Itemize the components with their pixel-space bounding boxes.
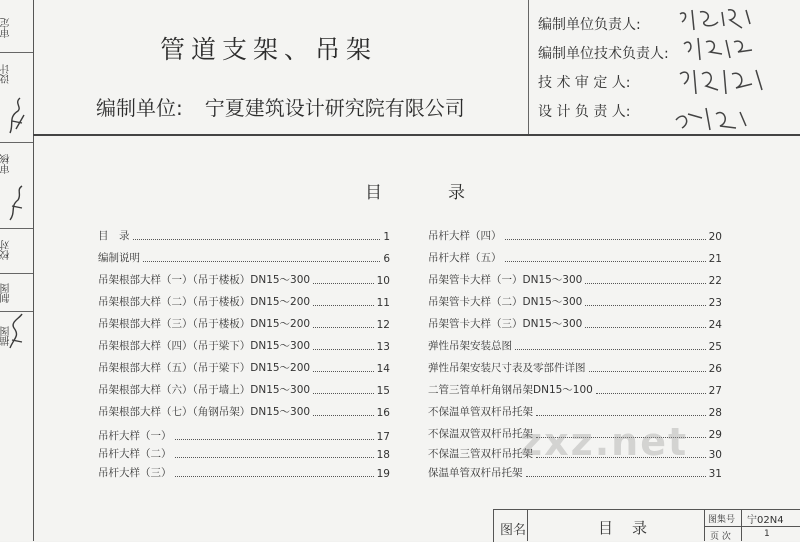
title-block-divider: [741, 509, 742, 541]
toc-entry-page: 22: [708, 275, 722, 287]
toc-entry-title: 二管三管单杆角钢吊架DN15～100: [428, 384, 593, 396]
toc-entry-page: 20: [708, 231, 722, 243]
toc-leader-dots: [313, 370, 374, 372]
toc-entry-title: 不保温三管双杆吊托架: [428, 448, 533, 460]
toc-entry-page: 14: [376, 363, 390, 375]
toc-entry-title: 吊杆大样（四）: [428, 230, 502, 242]
toc-entry-page: 21: [708, 253, 722, 265]
signoff-tech-head: 编制单位技术负责人:: [538, 46, 669, 62]
toc-leader-dots: [505, 238, 706, 240]
toc-entry-title: 吊架根部大样（四）（吊于梁下）DN15～300: [98, 340, 311, 352]
toc-entry[interactable]: [428, 251, 722, 265]
toc-entry-page: 31: [708, 468, 722, 480]
toc-entry[interactable]: [98, 317, 390, 331]
toc-heading-right: 录: [448, 183, 465, 203]
toc-entry-title: 吊架根部大样（六）（吊于墙上）DN15～300: [98, 384, 311, 396]
sidebar-label-check: 校对: [1, 240, 12, 260]
toc-entry[interactable]: [428, 273, 722, 287]
toc-heading-left: 目: [365, 183, 382, 203]
toc-entry[interactable]: [98, 229, 390, 243]
drawing-name-value-right: 录: [632, 519, 648, 537]
toc-entry[interactable]: [98, 339, 390, 353]
toc-entry-page: 30: [708, 449, 722, 461]
toc-entry-page: 11: [376, 297, 390, 309]
toc-leader-dots: [133, 238, 381, 240]
toc-entry-page: 12: [376, 319, 390, 331]
toc-leader-dots: [313, 348, 374, 350]
toc-entry-page: 18: [376, 449, 390, 461]
toc-entry[interactable]: [98, 447, 390, 461]
toc-entry[interactable]: [428, 339, 722, 353]
toc-entry-title: 弹性吊架安装尺寸表及零部件详图: [428, 362, 586, 374]
toc-entry-title: 吊杆大样（三）: [98, 467, 172, 479]
toc-leader-dots: [585, 282, 705, 284]
toc-leader-dots: [589, 370, 706, 372]
watermark: zxz.net: [520, 420, 689, 464]
toc-entry[interactable]: [98, 466, 390, 480]
toc-entry-title: 不保温单管双杆吊托架: [428, 406, 533, 418]
title-block-divider: [704, 509, 705, 541]
toc-leader-dots: [313, 282, 374, 284]
atlas-number-label: 图集号: [708, 515, 736, 525]
toc-entry-page: 23: [708, 297, 722, 309]
toc-entry-page: 17: [376, 431, 390, 443]
toc-entry-title: 吊架根部大样（七）（角钢吊架）DN15～300: [98, 406, 311, 418]
sidebar-signature: [4, 95, 28, 137]
atlas-title: 管道支架、吊架: [160, 35, 378, 64]
toc-entry[interactable]: [98, 361, 390, 375]
compiling-unit-label: 编制单位:: [96, 96, 183, 120]
toc-entry[interactable]: [428, 466, 722, 480]
toc-entry[interactable]: [428, 295, 722, 309]
toc-leader-dots: [505, 260, 706, 262]
sidebar-label-trace: 描图: [1, 326, 12, 346]
strip-divider: [0, 142, 33, 143]
toc-leader-dots: [313, 326, 374, 328]
toc-entry-title: 吊杆大样（五）: [428, 252, 502, 264]
toc-entry-title: 弹性吊架安装总图: [428, 340, 512, 352]
toc-entry-page: 13: [376, 341, 390, 353]
toc-leader-dots: [143, 260, 380, 262]
toc-leader-dots: [515, 348, 706, 350]
toc-entry[interactable]: [428, 405, 722, 419]
sidebar-signature: [4, 312, 28, 352]
sidebar-label-review: 审核: [1, 154, 12, 174]
strip-divider: [0, 228, 33, 229]
atlas-number-value: 宁02N4: [747, 515, 784, 526]
toc-leader-dots: [175, 456, 374, 458]
toc-entry-page: 26: [708, 363, 722, 375]
toc-entry[interactable]: [428, 317, 722, 331]
drawing-name-label: 图名: [500, 523, 527, 538]
toc-leader-dots: [585, 304, 705, 306]
toc-entry-page: 1: [383, 231, 390, 243]
sidebar-label-draw: 制图: [1, 283, 12, 303]
toc-entry-title: 目 录: [98, 230, 130, 242]
title-block-divider: [527, 509, 528, 541]
toc-entry-title: 吊架根部大样（二）（吊于楼板）DN15～200: [98, 296, 311, 308]
title-block-rule: [704, 526, 800, 527]
toc-entry-page: 25: [708, 341, 722, 353]
strip-divider: [0, 273, 33, 274]
signoff-unit-head: 编制单位负责人:: [538, 17, 641, 33]
toc-leader-dots: [526, 475, 706, 477]
header-bottom-rule: [33, 134, 800, 136]
toc-entry-title: 吊架管卡大样（二）DN15～300: [428, 296, 583, 308]
toc-entry-page: 15: [376, 385, 390, 397]
toc-entry-title: 不保温双管双杆吊托架: [428, 428, 533, 440]
toc-entry-title: 吊架根部大样（一）（吊于楼板）DN15～300: [98, 274, 311, 286]
page-number-value: 1: [764, 529, 770, 539]
toc-leader-dots: [536, 414, 706, 416]
sidebar-label-approve: 审定: [1, 18, 12, 38]
toc-leader-dots: [313, 414, 374, 416]
toc-entry[interactable]: [428, 383, 722, 397]
toc-entry-title: 编制说明: [98, 252, 140, 264]
toc-entry-page: 16: [376, 407, 390, 419]
toc-leader-dots: [175, 438, 374, 440]
toc-leader-dots: [313, 392, 374, 394]
drawing-name-value-left: 目: [598, 519, 614, 537]
toc-entry-page: 10: [376, 275, 390, 287]
toc-entry-title: 吊杆大样（二）: [98, 448, 172, 460]
toc-entry[interactable]: [98, 273, 390, 287]
toc-entry-page: 19: [376, 468, 390, 480]
toc-entry-title: 保温单管双杆吊托架: [428, 467, 523, 479]
toc-entry[interactable]: [428, 229, 722, 243]
toc-entry-page: 29: [708, 429, 722, 441]
toc-leader-dots: [175, 475, 374, 477]
page-number-label: 页 次: [710, 532, 731, 542]
toc-entry-page: 24: [708, 319, 722, 331]
toc-entry-page: 27: [708, 385, 722, 397]
left-frame-line: [33, 0, 34, 541]
toc-entry-title: 吊架管卡大样（三）DN15～300: [428, 318, 583, 330]
toc-entry[interactable]: [98, 405, 390, 419]
toc-entry-page: 6: [383, 253, 390, 265]
toc-entry-page: 28: [708, 407, 722, 419]
signoff-tech-approver: 技 术 审 定 人:: [538, 75, 631, 91]
compiling-unit: [96, 92, 465, 121]
toc-leader-dots: [313, 304, 374, 306]
toc-entry[interactable]: [428, 361, 722, 375]
toc-entry[interactable]: [98, 295, 390, 309]
toc-entry-title: 吊架根部大样（五）（吊于梁下）DN15～200: [98, 362, 311, 374]
compiling-unit-name: 宁夏建筑设计研究院有限公司: [204, 96, 465, 120]
toc-entry-title: 吊架管卡大样（一）DN15～300: [428, 274, 583, 286]
signoff-design-head: 设 计 负 责 人:: [538, 104, 631, 120]
toc-entry-title: 吊杆大样（一）: [98, 430, 172, 442]
sidebar-signature: [4, 184, 28, 224]
sidebar-label-design: 设计: [1, 64, 12, 84]
header-divider: [528, 0, 529, 134]
toc-leader-dots: [596, 392, 706, 394]
toc-entry-title: 吊架根部大样（三）（吊于楼板）DN15～200: [98, 318, 311, 330]
strip-divider: [0, 52, 33, 53]
handwritten-signatures: [672, 4, 782, 134]
toc-leader-dots: [585, 326, 705, 328]
toc-entry[interactable]: [98, 429, 390, 443]
toc-entry[interactable]: [98, 251, 390, 265]
toc-entry[interactable]: [98, 383, 390, 397]
